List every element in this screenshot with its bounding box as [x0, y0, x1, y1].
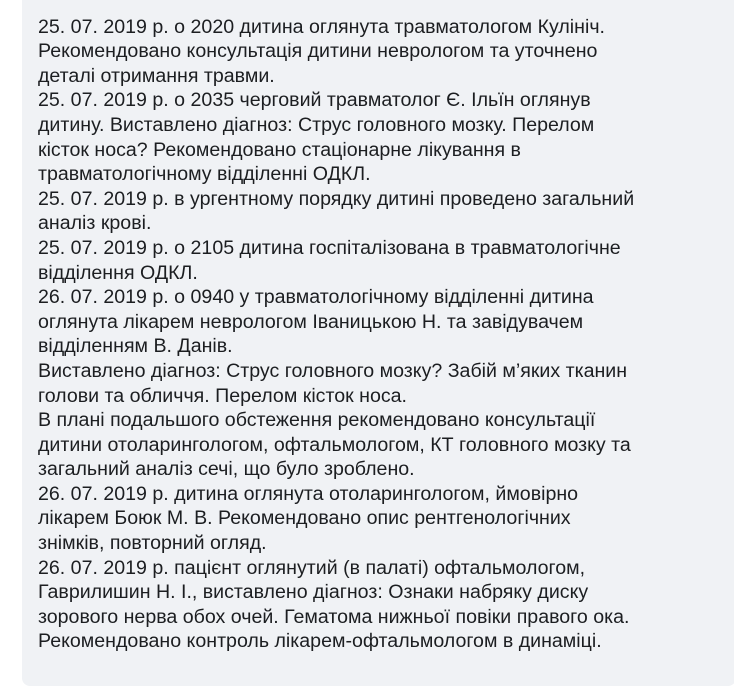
text-line: 25. 07. 2019 р. о 2020 дитина оглянута травматологом Кулініч. [38, 15, 605, 38]
text-line: травматологічному відділенні ОДКЛ. [38, 163, 371, 186]
text-line: відділення ОДКЛ. [38, 261, 198, 284]
text-line: оглянута лікарем неврологом Іваницькою Н. та завідувачем [38, 310, 584, 333]
text-line: загальний аналіз сечі, що було зроблено. [38, 458, 415, 481]
text-line: 26. 07. 2019 р. пацієнт оглянутий (в палаті) офтальмологом, [38, 556, 586, 579]
text-line: Виставлено діагноз: Струс головного мозку? Забій м’яких тканин [38, 359, 628, 382]
text-line: 25. 07. 2019 р. о 2035 черговий травматолог Є. Ільїн оглянув [38, 89, 591, 112]
text-line: зорового нерва обох очей. Гематома нижньої повіки правого ока. [38, 605, 630, 628]
text-line: дитини отоларингологом, офтальмологом, КТ головного мозку та [38, 433, 631, 456]
text-line: Гаврилишин Н. І., виставлено діагноз: Ознаки набряку диску [38, 581, 589, 604]
text-line: аналіз крові. [38, 212, 152, 235]
post-text [38, 0, 728, 654]
text-line: знімків, повторний огляд. [38, 532, 267, 555]
text-line: 26. 07. 2019 р. дитина оглянута отоларингологом, ймовірно [38, 482, 579, 505]
text-line: лікарем Боюк М. В. Рекомендовано опис рентгенологічних [38, 507, 571, 530]
text-line: 25. 07. 2019 р. о 2105 дитина госпіталізована в травматологічне [38, 236, 621, 259]
text-line: 26. 07. 2019 р. о 0940 у травматологічному відділенні дитина [38, 286, 594, 309]
text-line: деталі отримання травми. [38, 64, 275, 87]
text-line: дитину. Виставлено діагноз: Струс головного мозку. Перелом [38, 113, 595, 136]
text-line: Рекомендовано контроль лікарем-офтальмологом в динаміці. [38, 630, 602, 653]
text-line: Рекомендовано консультація дитини неврологом та уточнено [38, 40, 598, 63]
text-line: голови та обличчя. Перелом кісток носа. [38, 384, 407, 407]
text-line: кісток носа? Рекомендовано стаціонарне лікування в [38, 138, 521, 161]
text-line [38, 0, 728, 15]
text-line: В плані подальшого обстеження рекомендовано консультації [38, 409, 596, 432]
text-line: відділенням В. Данів. [38, 335, 233, 358]
text-line: 25. 07. 2019 р. в ургентному порядку дитині проведено загальний [38, 187, 635, 210]
